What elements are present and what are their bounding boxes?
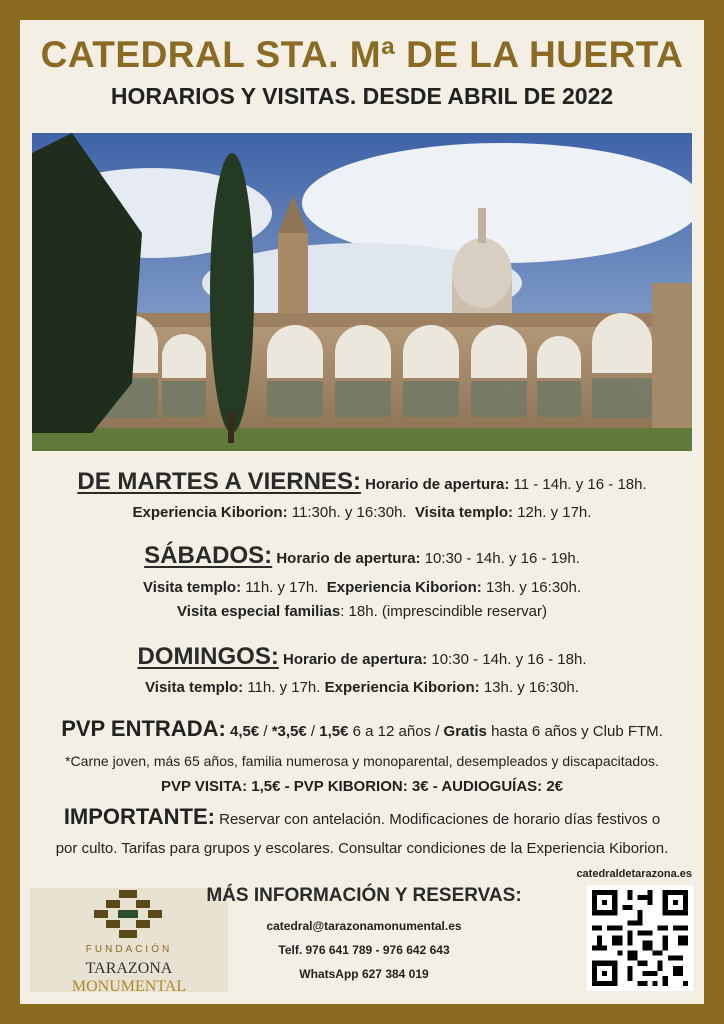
- price-free-label: Gratis: [443, 723, 487, 740]
- important-heading: IMPORTANTE:: [63, 804, 215, 829]
- sundays-templo-label: Visita templo:: [145, 679, 244, 696]
- price-child: 1,5€: [319, 723, 349, 740]
- price-general: 4,5€: [229, 723, 260, 740]
- sundays-open-label: Horario de apertura:: [283, 651, 428, 668]
- weekdays-open-value: 11 - 14h. y 16 - 18h.: [513, 476, 647, 493]
- price-row: [20, 716, 704, 742]
- price-sep-2: /: [306, 723, 320, 740]
- saturdays-open-label: Horario de apertura:: [276, 550, 421, 567]
- sundays-kiborion-label: Experiencia Kiborion:: [324, 679, 480, 696]
- important-block: [42, 802, 682, 863]
- weekdays-heading: DE MARTES A VIERNES:: [77, 468, 361, 495]
- contact-info: [180, 885, 548, 981]
- price-heading: PVP ENTRADA:: [61, 716, 226, 741]
- saturdays-familias-label: Visita especial familias: [177, 603, 341, 620]
- sundays-row-1: [20, 643, 704, 671]
- weekdays-row-1: [20, 468, 704, 496]
- important-text-2: por culto. Tarifas para grupos y escolares. Consultar condiciones de la Experiencia Kiborion.: [55, 840, 669, 857]
- website-label: catedraldetarazona.es: [576, 868, 692, 880]
- saturdays-heading: SÁBADOS:: [144, 542, 273, 569]
- saturdays-kiborion-label: Experiencia Kiborion:: [326, 579, 482, 596]
- price-discount-note: *Carne joven, más 65 años, familia numerosa y monoparental, desempleados y discapacitados.: [65, 753, 659, 769]
- weekdays-templo-label: Visita templo:: [414, 504, 514, 521]
- email-link[interactable]: catedral@tarazonamonumental.es: [266, 919, 462, 933]
- sundays-heading: DOMINGOS:: [137, 643, 279, 670]
- sundays-open-value: 10:30 - 14h. y 16 - 18h.: [431, 651, 587, 668]
- saturdays-row-1: [20, 542, 704, 570]
- weekdays-kiborion-label: Experiencia Kiborion:: [132, 504, 288, 521]
- qr-code-icon[interactable]: [587, 885, 693, 991]
- logo-tarazona-b: MONUMENTAL: [71, 978, 187, 995]
- saturdays-row-3: [20, 603, 704, 620]
- phone-numbers: Telf. 976 641 789 - 976 642 643: [278, 943, 450, 957]
- saturdays-templo-label: Visita templo:: [142, 579, 242, 596]
- cathedral-cloister-photo: [32, 133, 692, 451]
- whatsapp-number: WhatsApp 627 384 019: [299, 967, 429, 981]
- saturdays-templo-value: 11h. y 17h.: [245, 579, 319, 596]
- sundays-templo-value: 11h. y 17h.: [247, 679, 321, 696]
- price-free-note: hasta 6 años y Club FTM.: [486, 723, 663, 740]
- price-reduced: *3,5€: [271, 723, 307, 740]
- saturdays-familias-value: : 18h. (imprescindible reservar): [340, 603, 547, 620]
- sundays-kiborion-value: 13h. y 16:30h.: [483, 679, 579, 696]
- price-child-note: 6 a 12 años /: [348, 723, 444, 740]
- logo-fundacion: FUNDACIÓN: [85, 944, 173, 955]
- important-text-1: Reservar con antelación. Modificaciones de horario días festivos o: [214, 811, 661, 828]
- price-extras: PVP VISITA: 1,5€ - PVP KIBORION: 3€ - AUDIOGUÍAS: 2€: [160, 778, 564, 795]
- price-sep-1: /: [259, 723, 272, 740]
- saturdays-open-value: 10:30 - 14h. y 16 - 19h.: [424, 550, 580, 567]
- logo-tarazona-a: TARAZONA: [85, 960, 173, 977]
- page-title: CATEDRAL STA. Mª DE LA HUERTA: [40, 34, 684, 75]
- more-info-heading: MÁS INFORMACIÓN Y RESERVAS:: [206, 885, 522, 906]
- poster: [20, 20, 704, 1004]
- saturdays-row-2: [20, 579, 704, 596]
- sundays-row-2: [20, 679, 704, 696]
- weekdays-row-2: [20, 504, 704, 521]
- weekdays-templo-value: 12h. y 17h.: [517, 504, 592, 521]
- weekdays-open-label: Horario de apertura:: [365, 476, 510, 493]
- weekdays-kiborion-value: 11:30h. y 16:30h.: [291, 504, 407, 521]
- saturdays-kiborion-value: 13h. y 16:30h.: [485, 579, 582, 596]
- page-subtitle: HORARIOS Y VISITAS. DESDE ABRIL DE 2022: [110, 83, 614, 109]
